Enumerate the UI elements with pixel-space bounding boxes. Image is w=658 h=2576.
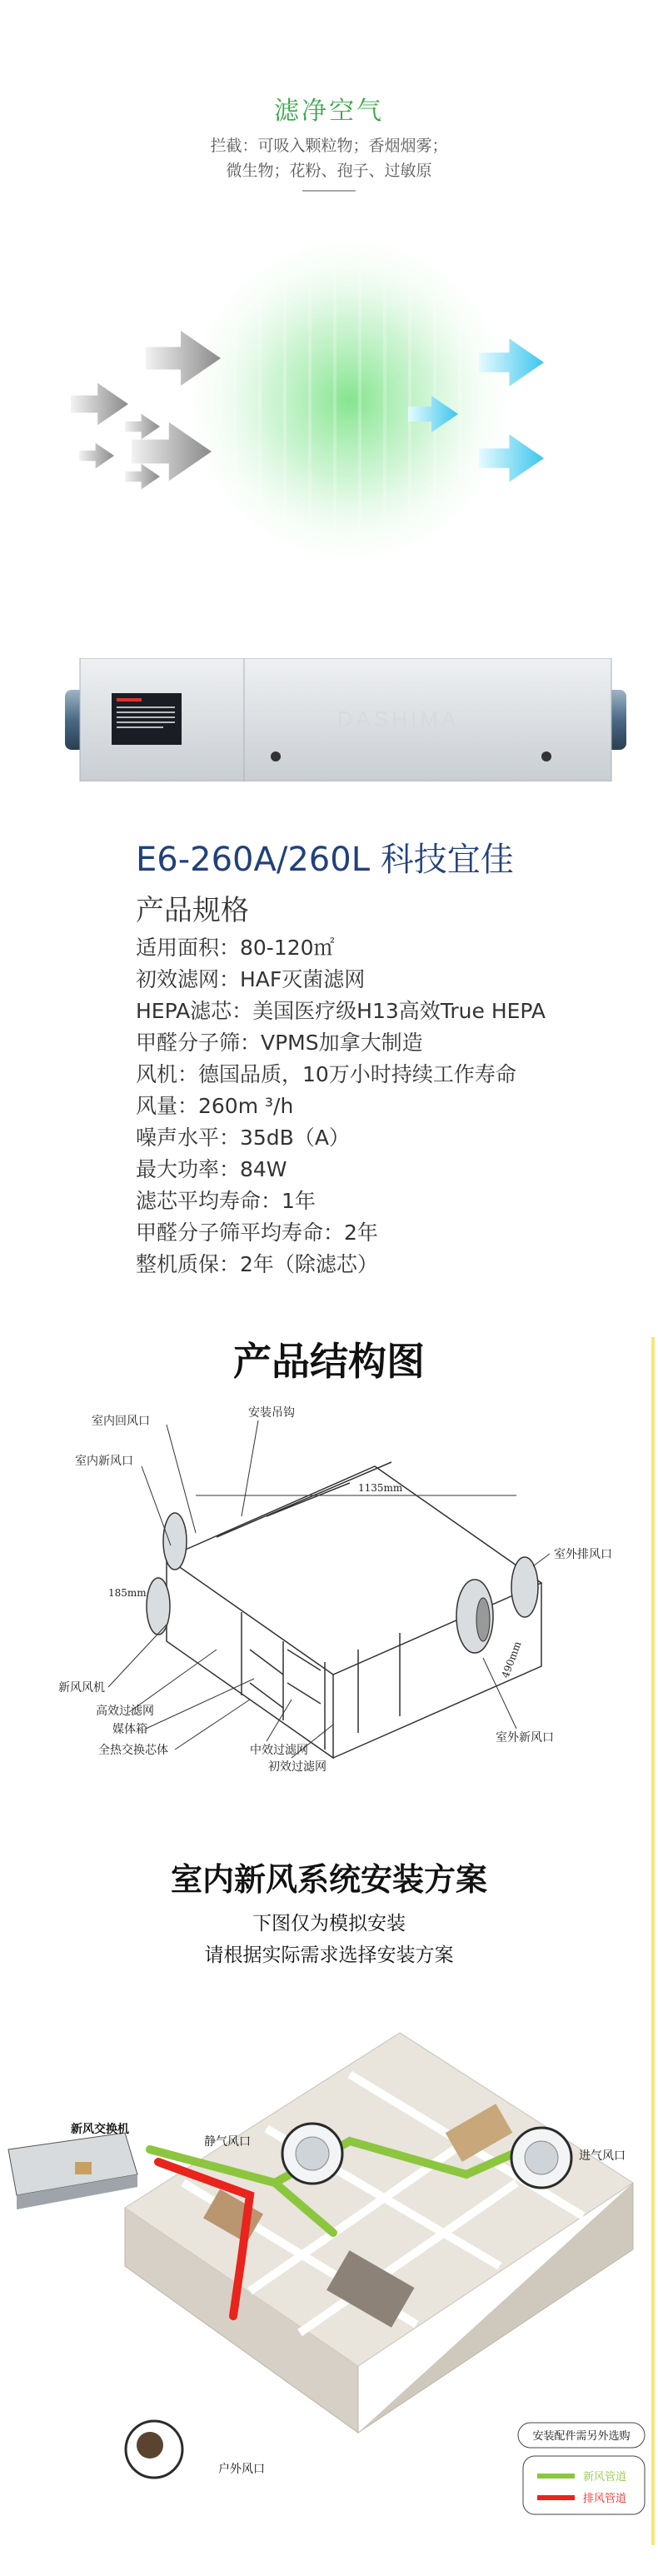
spec-line: 甲醛分子筛平均寿命：2年: [136, 1221, 378, 1245]
install-title: 室内新风系统安装方案: [170, 1861, 487, 1898]
spec-line: 甲醛分子筛：VPMS加拿大制造: [136, 1031, 423, 1055]
model-title: E6-260A/260L 科技宜佳: [136, 841, 514, 879]
outdoor-vent-icon: [126, 2421, 182, 2478]
label-height: 185mm: [108, 1587, 147, 1599]
install-note: 安装配件需另外选购: [532, 2430, 631, 2443]
install-illustration: [0, 2016, 651, 2576]
label-core: 全热交换芯体: [98, 1744, 168, 1757]
spec-line: 最大功率：84W: [136, 1157, 287, 1181]
label-outdoor-exhaust: 室外排风口: [554, 1548, 612, 1561]
label-outdoor-fresh: 室外新风口: [496, 1731, 554, 1745]
legend-label-fresh: 新风管道: [583, 2471, 627, 2484]
unit-logo: DASHIMA: [336, 706, 460, 731]
spec-line: 初效滤网：HAF灭菌滤网: [136, 967, 366, 991]
spec-line: 噪声水平：35dB（A）: [136, 1126, 350, 1150]
label-exchanger: 新风交换机: [71, 2123, 129, 2136]
label-outdoor-port: 户外风口: [218, 2463, 265, 2476]
spec-line: HEPA滤芯：美国医疗级H13高效True HEPA: [136, 999, 546, 1023]
divider: [302, 190, 356, 192]
structure-title: 产品结构图: [233, 1339, 425, 1384]
filter-desc-line1: 拦截：可吸入颗粒物；香烟烟雾；: [210, 137, 448, 155]
label-hepa: 高效过滤网: [96, 1705, 154, 1718]
structure-diagram: [0, 1400, 650, 1833]
label-width: 1135mm: [358, 1482, 403, 1494]
install-subtitle-1: 下图仅为模拟安装: [252, 1913, 406, 1934]
filter-title: 滤净空气: [274, 97, 384, 126]
label-mid-filter: 中效过滤网: [250, 1744, 308, 1757]
label-indoor-fresh: 室内新风口: [75, 1455, 133, 1468]
exchanger-unit-icon: [8, 2133, 137, 2209]
airflow-illustration: [0, 217, 658, 600]
spec-line: 风量：260m ³/h: [136, 1094, 294, 1118]
house-model: [125, 2033, 633, 2433]
label-exhaust-port: 静气风口: [204, 2135, 251, 2149]
label-depth: 490mm: [499, 1640, 524, 1680]
legend-label-exhaust: 排风管道: [583, 2493, 627, 2505]
spec-line: 滤芯平均寿命：1年: [136, 1189, 316, 1213]
label-fan: 新风风机: [58, 1681, 105, 1695]
label-intake-port: 进气风口: [579, 2149, 626, 2163]
spec-heading: 产品规格: [136, 894, 249, 927]
filter-desc-line2: 微生物；花粉、孢子、过敏原: [226, 162, 432, 180]
label-indoor-return: 室内回风口: [92, 1415, 150, 1428]
exhaust-vent-icon: [282, 2124, 342, 2184]
filter-glow: [175, 225, 525, 575]
label-media-box: 媒体箱: [112, 1723, 147, 1736]
install-subtitle-2: 请根据实际需求选择安装方案: [204, 1944, 454, 1966]
spec-line: 整机质保：2年（除滤芯）: [136, 1252, 378, 1276]
spec-line: 适用面积：80-120㎡: [136, 936, 335, 960]
intake-vent-icon: [511, 2128, 571, 2188]
ventilator-unit-image: [65, 658, 626, 781]
spec-line: 风机：德国品质，10万小时持续工作寿命: [136, 1062, 516, 1086]
label-hanger: 安装吊钩: [248, 1406, 295, 1420]
legend-box: [523, 2456, 645, 2514]
label-primary-filter: 初效过滤网: [268, 1760, 327, 1774]
